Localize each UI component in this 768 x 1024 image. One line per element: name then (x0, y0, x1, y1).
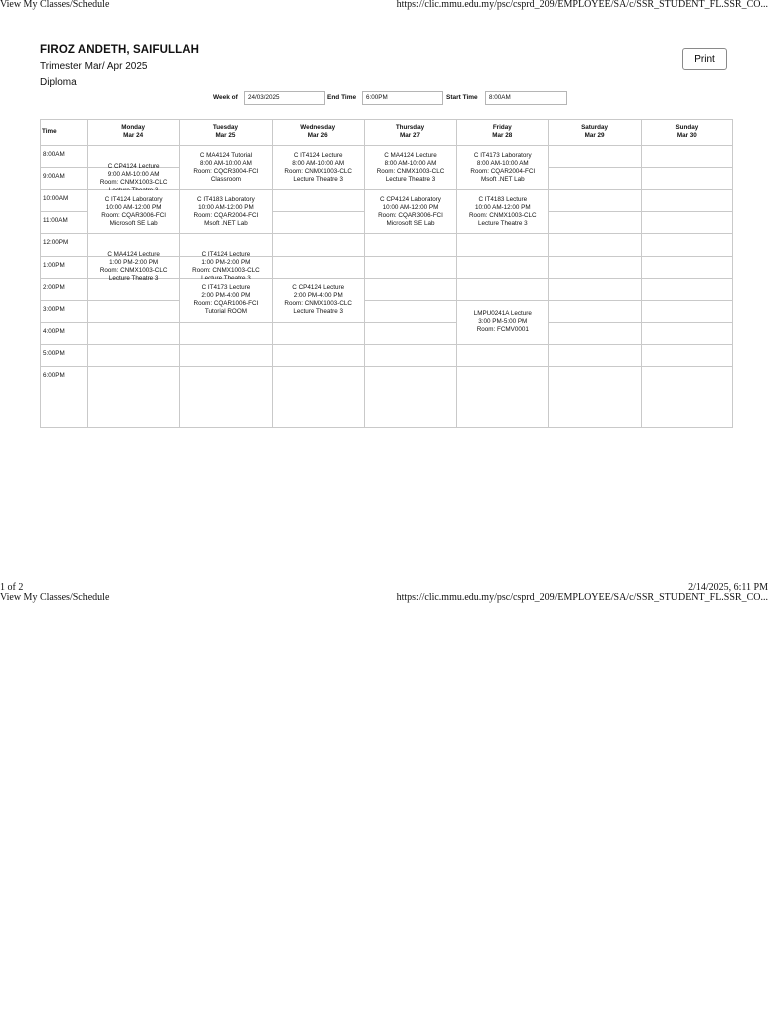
day-date: Mar 25 (215, 132, 236, 139)
week-of-input[interactable]: 24/03/2025 (244, 91, 325, 105)
day-date: Mar 28 (492, 132, 513, 139)
print-button[interactable]: Print (682, 48, 727, 70)
time-slot-label: 3:00PM (43, 305, 65, 313)
class-event[interactable] (365, 190, 456, 233)
class-event-line: Msoft .NET Lab (480, 175, 525, 183)
class-event-line: C IT4173 Lecture (201, 284, 251, 292)
class-event-line: Lecture Theatre 3 (108, 275, 159, 283)
class-event-line: 2:00 PM-4:00 PM (201, 292, 251, 300)
class-event-line: Lecture Theatre 3 (293, 175, 343, 183)
class-event-line: Room: CQAR3006-FCI (378, 211, 443, 219)
class-event-line: 1:00 PM-2:00 PM (109, 259, 159, 267)
career-label: Diploma (40, 77, 77, 88)
class-event[interactable] (365, 146, 456, 189)
class-event[interactable] (180, 279, 271, 322)
class-event-line: 3:00 PM-5:00 PM (478, 318, 528, 326)
grid-line (40, 322, 733, 323)
class-event-line: Msoft .NET Lab (204, 219, 248, 227)
day-header-saturday (548, 124, 640, 140)
time-slot-label: 8:00AM (43, 151, 65, 158)
class-event-line: C IT4124 Laboratory (104, 195, 163, 203)
print-page-url: https://clic.mmu.edu.my/psc/csprd_209/EMPLOYEE/SA/c/SSR_STUDENT_FL.SSR_CO... (396, 0, 768, 10)
class-event-line: Room: CNMX1003-CLC (284, 167, 352, 175)
class-event-line: 2:00 PM-4:00 PM (293, 292, 343, 300)
printed-timestamp: 2/14/2025, 6:11 PM (688, 582, 768, 593)
class-event[interactable] (273, 146, 364, 189)
end-time-label: End Time (327, 94, 357, 101)
grid-line (40, 366, 733, 367)
grid-line (40, 119, 733, 120)
grid-line (641, 119, 642, 428)
page-count: 1 of 2 (0, 582, 24, 593)
class-event[interactable] (457, 301, 548, 344)
class-event[interactable] (88, 162, 179, 189)
class-event-line: C MA4124 Lecture (107, 251, 160, 259)
class-event-line: C CP4124 Lecture (107, 162, 160, 170)
class-event-line: 8:00 AM-10:00 AM (200, 159, 252, 167)
day-date: Mar 30 (676, 132, 697, 139)
time-slot-label: 2:00PM (43, 283, 65, 291)
class-event-line: 8:00 AM-10:00 AM (384, 159, 437, 167)
class-event-line: C MA4124 Lecture (384, 151, 437, 159)
class-event[interactable] (180, 251, 271, 278)
print-page-url-2: https://clic.mmu.edu.my/psc/csprd_209/EMPLOYEE/SA/c/SSR_STUDENT_FL.SSR_CO... (396, 592, 768, 603)
grid-line (40, 300, 733, 301)
class-event-line: Lecture Theatre 3 (293, 308, 343, 316)
print-header-page-2 (0, 593, 768, 605)
print-page-title-2: View My Classes/Schedule (0, 592, 110, 603)
term-label: Trimester Mar/ Apr 2025 (40, 61, 148, 72)
class-event-line: Room: FCMV0001 (476, 326, 529, 334)
class-event-line: Classroom (210, 175, 241, 183)
day-header-thursday (364, 124, 456, 140)
class-event-line: Room: CNMX1003-CLC (99, 267, 168, 275)
day-header-monday (87, 124, 179, 140)
class-event-line: C IT4124 Lecture (293, 151, 343, 159)
grid-line (40, 344, 733, 345)
class-event[interactable] (457, 146, 548, 189)
day-date: Mar 29 (584, 132, 605, 139)
class-event-line: 8:00 AM-10:00 AM (292, 159, 345, 167)
day-date: Mar 24 (123, 132, 144, 139)
class-event-line: Room: CNMX1003-CLC (376, 167, 445, 175)
class-event[interactable] (88, 190, 179, 233)
class-event-line: Room: CNMX1003-CLC (192, 267, 260, 275)
time-slot-label: 12:00PM (43, 239, 69, 247)
class-event-line: Lecture Theatre 3 (385, 175, 436, 183)
day-header-tuesday (179, 124, 271, 140)
time-slot-label: 11:00AM (43, 217, 68, 225)
class-event-line: 8:00 AM-10:00 AM (476, 159, 529, 167)
time-slot-label: 5:00PM (43, 349, 65, 357)
day-name: Sunday (675, 124, 699, 131)
class-event[interactable] (273, 279, 364, 322)
time-column-header: Time (42, 128, 57, 135)
start-time-input[interactable]: 8:00AM (485, 91, 567, 105)
class-event-line: Room: CQAR2004-FCI (193, 211, 259, 219)
class-event-line: 9:00 AM-10:00 AM (107, 170, 160, 178)
class-event-line: Room: CQAR2004-FCI (470, 167, 536, 175)
day-header-friday (456, 124, 548, 140)
weekly-schedule-grid (40, 119, 733, 428)
day-name: Tuesday (212, 124, 238, 131)
grid-line (40, 427, 733, 428)
day-date: Mar 27 (400, 132, 420, 139)
time-slot-label: 10:00AM (43, 195, 69, 203)
class-event-line: C IT4124 Lecture (201, 251, 251, 259)
class-event-line: C CP4124 Laboratory (380, 195, 441, 203)
time-slot-label: 9:00AM (43, 173, 65, 181)
class-event[interactable] (180, 190, 271, 233)
class-event-line: Room: CQAR1006-FCI (193, 300, 259, 308)
class-event-line: C IT4173 Laboratory (473, 151, 532, 159)
time-slot-label: 1:00PM (43, 261, 65, 269)
print-header (0, 0, 768, 12)
time-slot-label: 4:00PM (43, 327, 65, 335)
week-of-label: Week of (213, 94, 238, 101)
print-page-title: View My Classes/Schedule (0, 0, 110, 10)
class-event-line: C MA4124 Tutorial (199, 151, 252, 159)
class-event-line: C IT4183 Lecture (478, 195, 528, 203)
day-name: Thursday (395, 124, 425, 131)
day-name: Wednesday (300, 124, 336, 131)
day-name: Saturday (581, 124, 609, 131)
class-event-line: Room: CNMX1003-CLC (469, 211, 537, 219)
start-time-label: Start Time (446, 94, 478, 101)
class-event-line: Room: CNMX1003-CLC (99, 178, 168, 186)
class-event-line: 10:00 AM-12:00 PM (105, 203, 162, 211)
class-event-line: Tutorial ROOM (204, 308, 247, 316)
grid-line (732, 119, 733, 428)
day-name: Friday (492, 124, 512, 131)
class-event[interactable] (180, 146, 271, 189)
class-event-line: Room: CQCR3004-FCI (193, 167, 259, 175)
class-event[interactable] (88, 251, 179, 283)
class-event-line: C IT4183 Laboratory (197, 195, 255, 203)
class-event-line: 10:00 AM-12:00 PM (198, 203, 254, 211)
class-event-line: Room: CNMX1003-CLC (284, 300, 352, 308)
class-event-line: C CP4124 Lecture (292, 284, 345, 292)
class-event-line: Microsoft SE Lab (386, 219, 435, 227)
end-time-input[interactable]: 6:00PM (362, 91, 443, 105)
class-event-line: Lecture Theatre 3 (477, 219, 528, 227)
day-name: Monday (121, 124, 146, 131)
day-header-sunday (641, 124, 733, 140)
class-event-line: Room: CQAR3006-FCI (101, 211, 167, 219)
class-event-line: Microsoft SE Lab (109, 219, 158, 227)
class-event[interactable] (457, 190, 548, 233)
grid-line (40, 119, 41, 428)
class-event-line: LMPU0241A Lecture (473, 310, 532, 318)
day-date: Mar 26 (307, 132, 328, 139)
time-slot-label: 6:00PM (43, 372, 65, 379)
day-header-wednesday (272, 124, 364, 140)
class-event-line: 10:00 AM-12:00 PM (382, 203, 439, 211)
class-event-line: 10:00 AM-12:00 PM (474, 203, 531, 211)
class-event-line: 1:00 PM-2:00 PM (201, 259, 251, 267)
student-name: FIROZ ANDETH, SAIFULLAH (40, 44, 200, 56)
